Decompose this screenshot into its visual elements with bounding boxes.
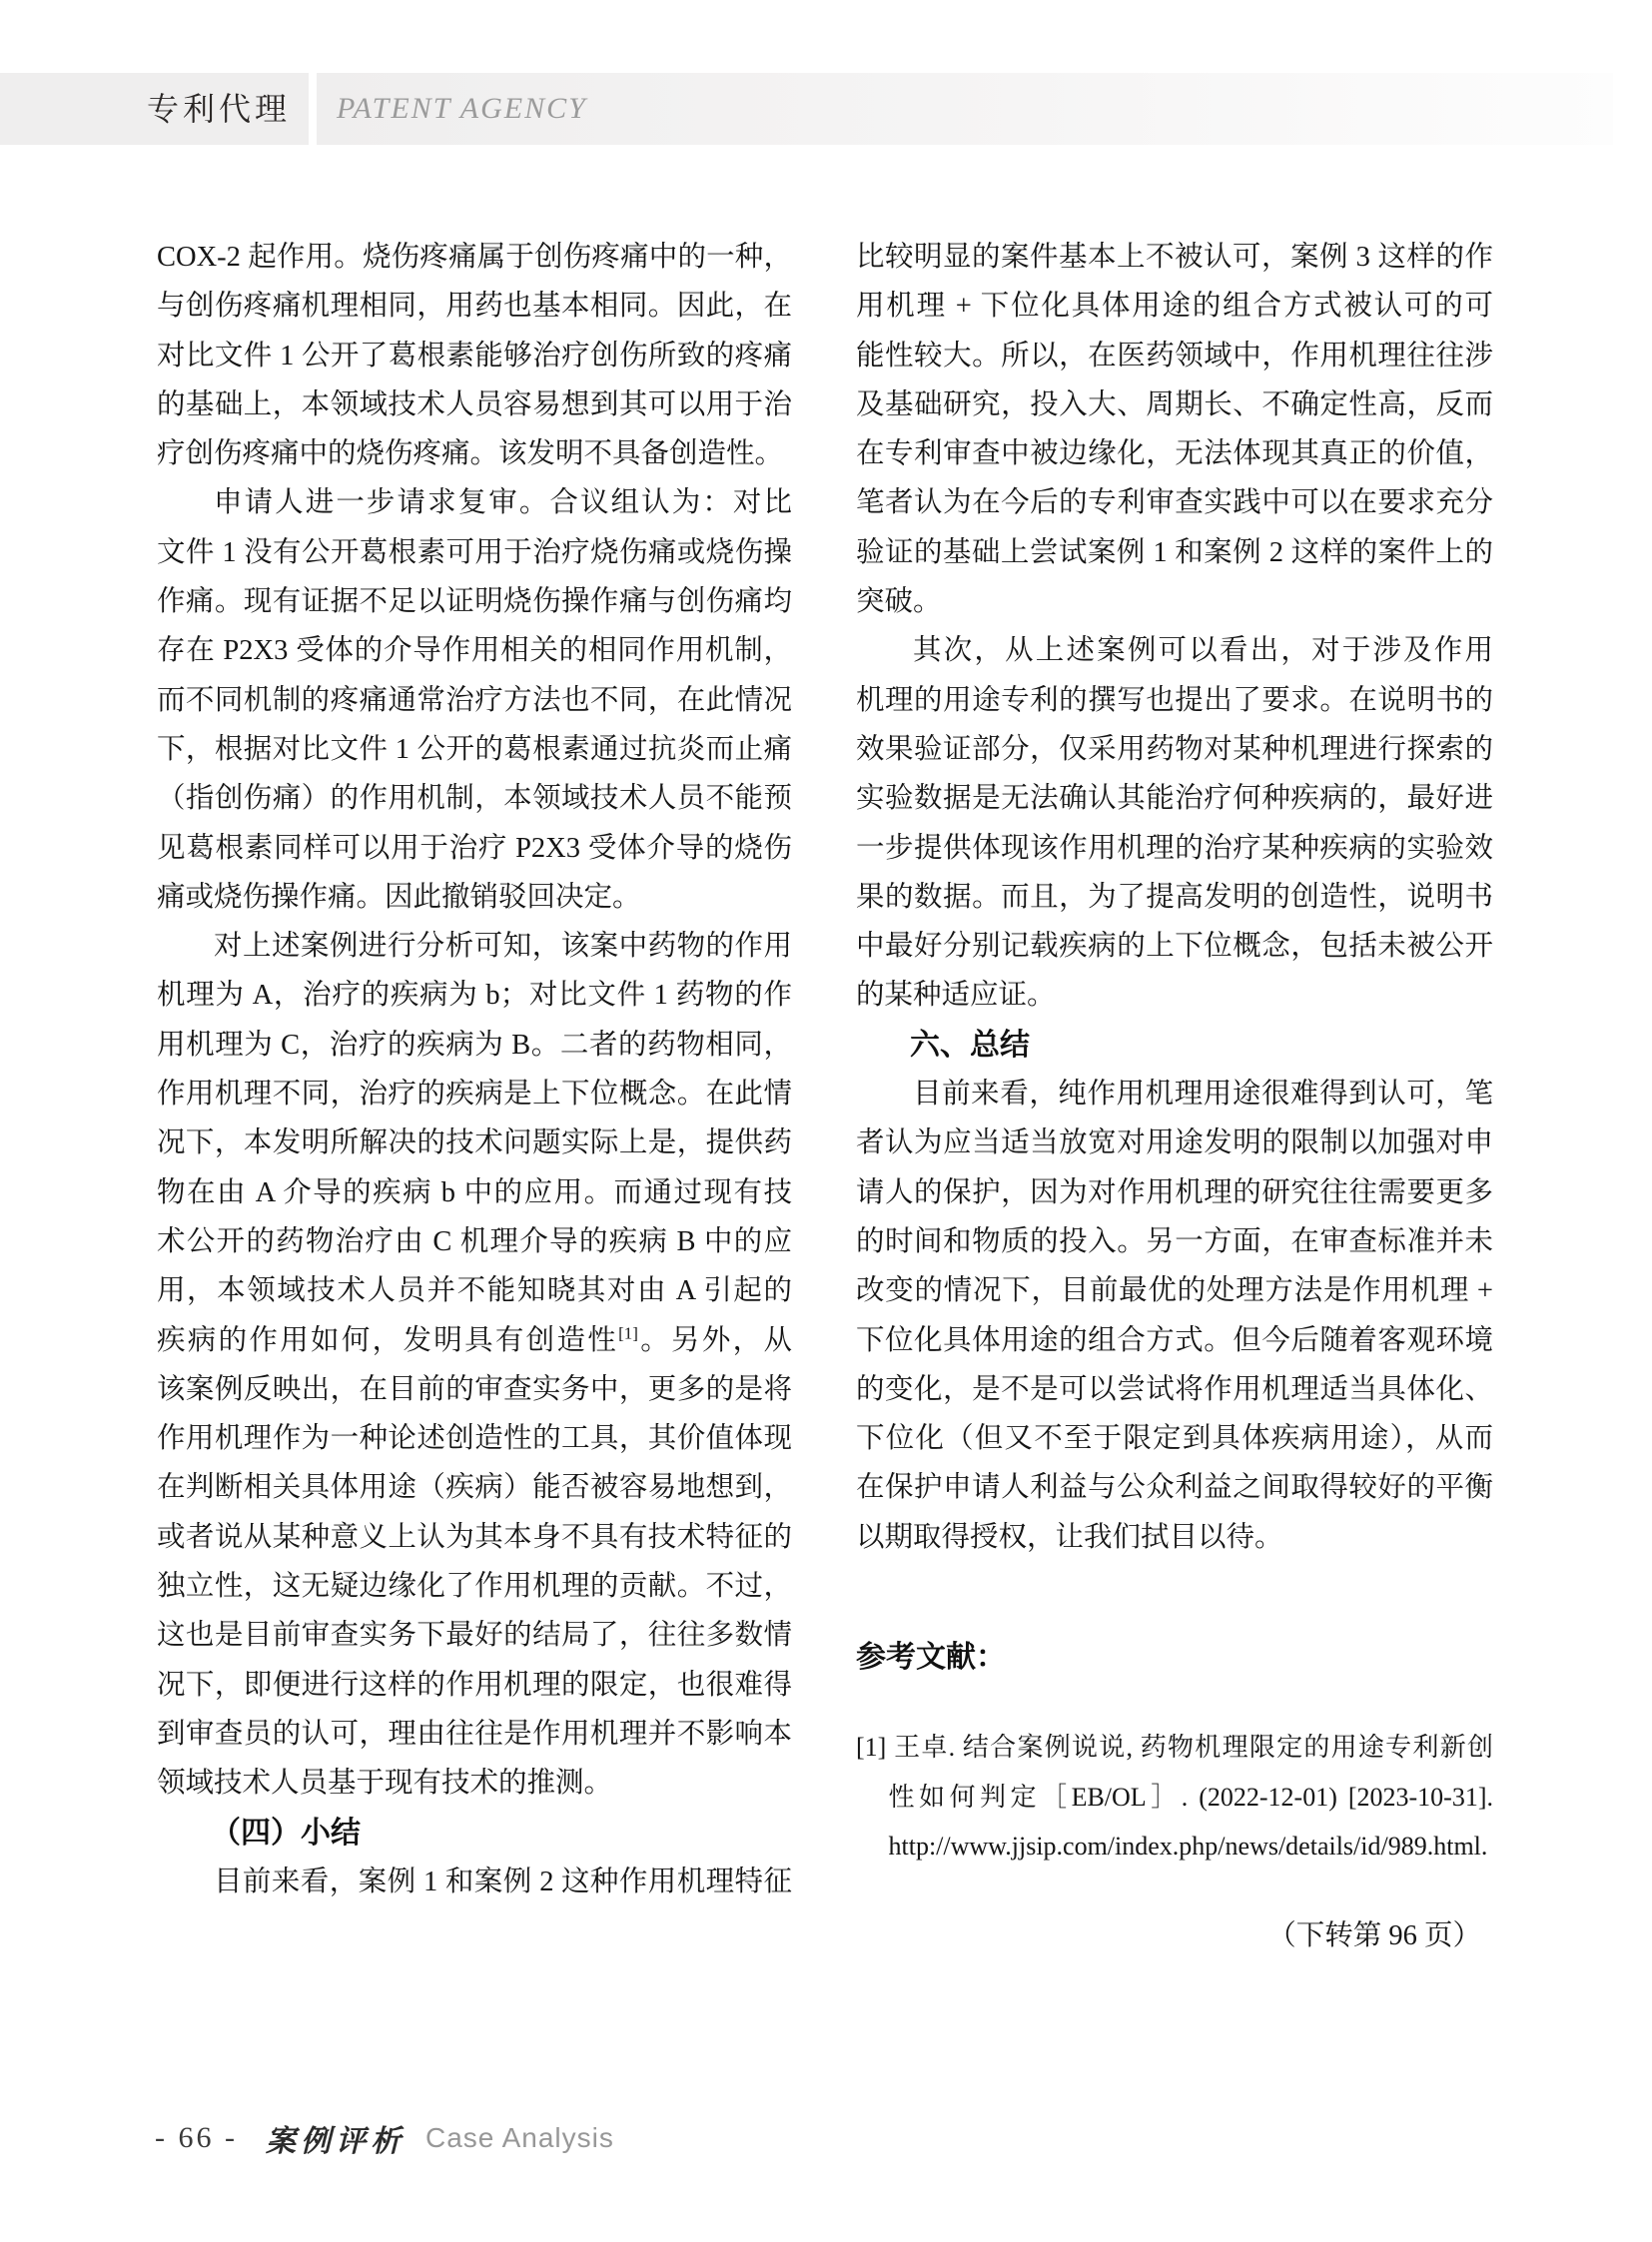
text-line: 以期取得授权，让我们拭目以待。 <box>856 1521 1283 1553</box>
text-line: 作用机理不同，治疗的疾病是上下位概念。在此情 <box>157 1079 792 1111</box>
text-line: 验证的基础上尝试案例 1 和案例 2 这样的案件上的 <box>856 536 1493 568</box>
reference-entry: http://www.jjsip.com/index.php/news/details/id/989.html. <box>888 1831 1488 1861</box>
text-line: 中最好分别记载疾病的上下位概念，包括未被公开 <box>856 931 1493 963</box>
text-line: 申请人进一步请求复审。合议组认为：对比 <box>214 487 792 519</box>
text-line: 能性较大。所以，在医药领域中，作用机理往往涉 <box>856 340 1493 372</box>
section-heading: 参考文献： <box>856 1641 1006 1675</box>
text-line: 对比文件 1 公开了葛根素能够治疗创伤所致的疼痛 <box>157 340 792 372</box>
text-line: 物在由 A 介导的疾病 b 中的应用。而通过现有技 <box>157 1176 792 1208</box>
text-line: 在保护申请人利益与公众利益之间取得较好的平衡 <box>856 1472 1493 1504</box>
text-line: 作痛。现有证据不足以证明烧伤操作痛与创伤痛均 <box>157 586 792 618</box>
text-line: 及基础研究，投入大、周期长、不确定性高，反而 <box>856 388 1493 420</box>
text-line: 文件 1 没有公开葛根素可用于治疗烧伤痛或烧伤操 <box>157 536 792 568</box>
text-line: 到审查员的认可，理由往往是作用机理并不影响本 <box>157 1718 792 1750</box>
continued-on-page-note: （下转第 96 页） <box>1267 1920 1481 1952</box>
text-line: 作用机理作为一种论述创造性的工具，其价值体现 <box>157 1423 792 1455</box>
text-line: 突破。 <box>856 586 942 618</box>
text-line: 用，本领域技术人员并不能知晓其对由 A 引起的 <box>157 1275 792 1307</box>
text-line <box>157 1316 792 1365</box>
text-line: 况下，即便进行这样的作用机理的限定，也很难得 <box>157 1669 792 1701</box>
text-line: 与创伤疼痛机理相同，用药也基本相同。因此，在 <box>157 291 792 323</box>
text-line: 下位化（但又不至于限定到具体疾病用途），从而 <box>856 1423 1493 1455</box>
text-line: 改变的情况下，目前最优的处理方法是作用机理 + <box>856 1275 1493 1307</box>
text-line: 一步提供体现该作用机理的治疗某种疾病的实验效 <box>856 832 1493 864</box>
journal-section-title-en <box>317 73 1613 145</box>
text-line: 在专利审查中被边缘化，无法体现其真正的价值， <box>856 438 1493 470</box>
text-line: 用机理为 C，治疗的疾病为 B。二者的药物相同， <box>157 1029 792 1061</box>
page-number: - 66 - <box>155 2121 238 2154</box>
text-line: 的某种适应证。 <box>856 980 1056 1012</box>
journal-section-title-en-label: PATENT AGENCY <box>337 92 587 125</box>
text-line: 这也是目前审查实务下最好的结局了，往往多数情 <box>157 1620 792 1652</box>
text-line: 效果验证部分，仅采用药物对某种机理进行探索的 <box>856 733 1493 765</box>
text-line: 而不同机制的疼痛通常治疗方法也不同，在此情况 <box>157 684 792 716</box>
text-line: 机理的用途专利的撰写也提出了要求。在说明书的 <box>856 684 1493 716</box>
section-heading: 六、总结 <box>910 1028 1030 1062</box>
text-line: 对上述案例进行分析可知，该案中药物的作用 <box>214 931 792 963</box>
journal-section-title-cn <box>0 73 309 145</box>
text-line: 况下，本发明所解决的技术问题实际上是，提供药 <box>157 1127 792 1159</box>
column-name-en: Case Analysis <box>424 2122 614 2153</box>
text-segment: 。另外，从 <box>637 1324 792 1356</box>
text-line: 实验数据是无法确认其能治疗何种疾病的，最好进 <box>856 783 1493 815</box>
reference-entry: [1] 王卓. 结合案例说说, 药物机理限定的用途专利新创 <box>856 1733 1493 1763</box>
text-segment: 疾病的作用如何，发明具有创造性 <box>157 1324 619 1356</box>
text-line: 痛或烧伤操作痛。因此撤销驳回决定。 <box>157 881 641 913</box>
text-line: 疗创伤疼痛中的烧伤疼痛。该发明不具备创造性。 <box>157 438 784 470</box>
text-line: 独立性，这无疑边缘化了作用机理的贡献。不过， <box>157 1571 792 1603</box>
footnote-marker: [1] <box>618 1323 638 1343</box>
text-line: 目前来看，案例 1 和案例 2 这种作用机理特征 <box>214 1866 792 1897</box>
text-line: 下，根据对比文件 1 公开的葛根素通过抗炎而止痛 <box>157 733 792 765</box>
section-heading: （四）小结 <box>211 1816 361 1850</box>
text-line: 用机理 + 下位化具体用途的组合方式被认可的可 <box>856 291 1493 323</box>
article-column-right <box>856 233 1493 1961</box>
text-line: 该案例反映出，在目前的审查实务中，更多的是将 <box>157 1373 792 1405</box>
text-line: COX-2 起作用。烧伤疼痛属于创伤疼痛中的一种， <box>157 242 792 273</box>
text-line: 目前来看，纯作用机理用途很难得到认可，笔 <box>913 1079 1493 1111</box>
text-line: 请人的保护，因为对作用机理的研究往往需要更多 <box>856 1176 1493 1208</box>
text-line: 的基础上，本领域技术人员容易想到其可以用于治 <box>157 388 792 420</box>
page-footer <box>155 2115 614 2161</box>
text-line: 其次，从上述案例可以看出，对于涉及作用 <box>913 635 1493 667</box>
reference-entry: 性如何判定［EB/OL］. (2022-12-01) [2023-10-31]. <box>888 1782 1493 1812</box>
text-line: 见葛根素同样可以用于治疗 P2X3 受体介导的烧伤 <box>157 832 792 864</box>
text-line: 存在 P2X3 受体的介导作用相关的相同作用机制， <box>157 635 792 667</box>
text-line: （指创伤痛）的作用机制，本领域技术人员不能预 <box>157 783 792 815</box>
text-line: 笔者认为在今后的专利审查实践中可以在要求充分 <box>856 487 1493 519</box>
journal-section-title-cn-label: 专利代理 <box>146 91 291 127</box>
text-line: 下位化具体用途的组合方式。但今后随着客观环境 <box>856 1324 1493 1356</box>
text-line: 或者说从某种意义上认为其本身不具有技术特征的 <box>157 1521 792 1553</box>
text-line: 领域技术人员基于现有技术的推测。 <box>157 1768 613 1800</box>
text-line: 的时间和物质的投入。另一方面，在审查标准并未 <box>856 1225 1493 1257</box>
text-line: 在判断相关具体用途（疾病）能否被容易地想到， <box>157 1472 792 1504</box>
column-name-cn: 案例评析 <box>265 2124 406 2159</box>
text-line: 者认为应当适当放宽对用途发明的限制以加强对申 <box>856 1127 1493 1159</box>
article-column-left <box>157 233 792 1906</box>
text-line: 果的数据。而且，为了提高发明的创造性，说明书 <box>856 881 1493 913</box>
text-line: 机理为 A，治疗的疾病为 b；对比文件 1 药物的作 <box>157 980 792 1012</box>
text-line: 术公开的药物治疗由 C 机理介导的疾病 B 中的应 <box>157 1225 792 1257</box>
text-line: 比较明显的案件基本上不被认可，案例 3 这样的作 <box>856 242 1493 273</box>
text-line: 的变化，是不是可以尝试将作用机理适当具体化、 <box>856 1373 1493 1405</box>
